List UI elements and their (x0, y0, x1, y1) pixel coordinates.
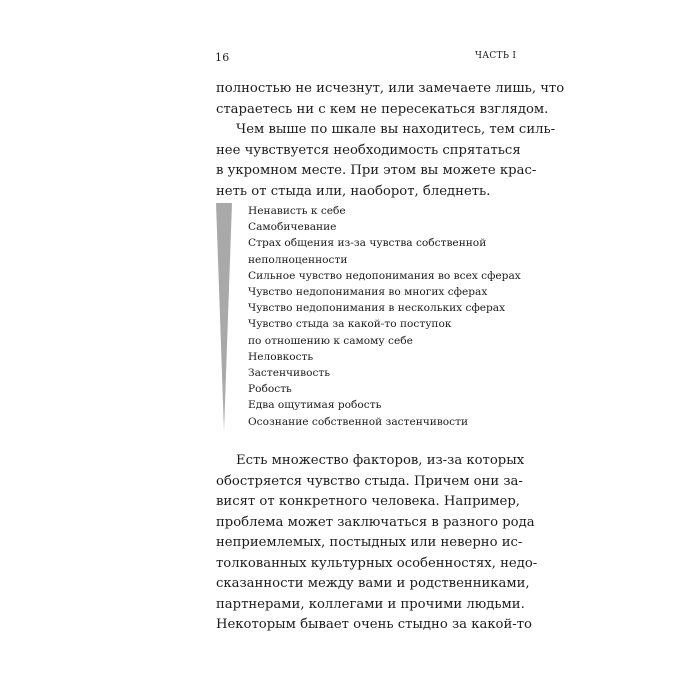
scale-item-line: Самобичевание (248, 221, 337, 234)
paragraph-scale-intro (216, 120, 556, 202)
text-line: полностью не исчезнут, или замечаете лишь, что (216, 81, 565, 96)
scale-item-line: Едва ощутимая робость (248, 399, 382, 412)
scale-item (248, 349, 521, 365)
scale-item-line: Осознание собственной застенчивости (248, 415, 469, 428)
text-line: толкованных культурных особенностях, недо- (216, 555, 538, 571)
scale-item (248, 414, 521, 430)
scale-item (248, 397, 521, 413)
scale-item-line: Чувство стыда за какой-то поступок (248, 318, 452, 331)
page-number: 16 (215, 51, 230, 64)
scale-item (248, 203, 521, 219)
scale-item (248, 300, 521, 316)
text-line: проблема может заключаться в разного рода (216, 514, 535, 530)
scale-item (248, 365, 521, 381)
scale-item-line: Робость (248, 383, 292, 396)
scale-item (248, 219, 521, 235)
running-head: ЧАСТЬ I (475, 51, 517, 61)
text-line: неть от стыда или, наоборот, бледнеть. (216, 183, 491, 199)
scale-item-line: Страх общения из-за чувства собственной (248, 237, 487, 250)
text-line: обостряется чувство стыда. Причем они за- (216, 473, 523, 489)
paragraph-continuation (216, 79, 565, 120)
paragraph-factors (216, 451, 538, 636)
text-line: Есть множество факторов, из-за которых (236, 453, 525, 468)
shame-scale (216, 203, 521, 431)
scale-wedge-graphic (216, 203, 232, 431)
text-line: в укромном месте. При этом вы можете крас- (216, 163, 537, 178)
text-line: Чем выше по шкале вы находитесь, тем силь- (236, 122, 556, 137)
scale-wedge (216, 203, 232, 431)
scale-item (248, 268, 521, 284)
text-line: нее чувствуется необходимость спрятаться (216, 142, 521, 158)
text-line: партнерами, коллегами и прочими людьми. (216, 596, 525, 612)
scale-item-line: Сильное чувство недопонимания во всех сферах (248, 269, 521, 282)
text-line: Некоторым бывает очень стыдно за какой-то (216, 617, 532, 632)
scale-item-line: Чувство недопонимания во многих сферах (248, 286, 488, 299)
text-line: стараетесь ни с кем не пересекаться взглядом. (216, 101, 549, 117)
scale-item (248, 235, 521, 267)
scale-item-line: Чувство недопонимания в нескольких сферах (248, 302, 506, 315)
scale-item (248, 316, 521, 348)
text-line: висят от конкретного человека. Например, (216, 494, 520, 509)
text-line: неприемлемых, постыдных или неверно ис- (216, 535, 523, 550)
scale-item-line: Ненависть к себе (248, 205, 346, 217)
scale-item-line: неполноценности (248, 253, 348, 266)
scale-item (248, 381, 521, 397)
scale-item-line: по отношению к самому себе (248, 334, 413, 347)
scale-item-line: Неловкость (248, 350, 314, 363)
scale-item (248, 284, 521, 300)
scale-list (248, 203, 521, 430)
scale-item-line: Застенчивость (248, 367, 331, 380)
text-line: сказанности между вами и родственниками, (216, 576, 530, 591)
